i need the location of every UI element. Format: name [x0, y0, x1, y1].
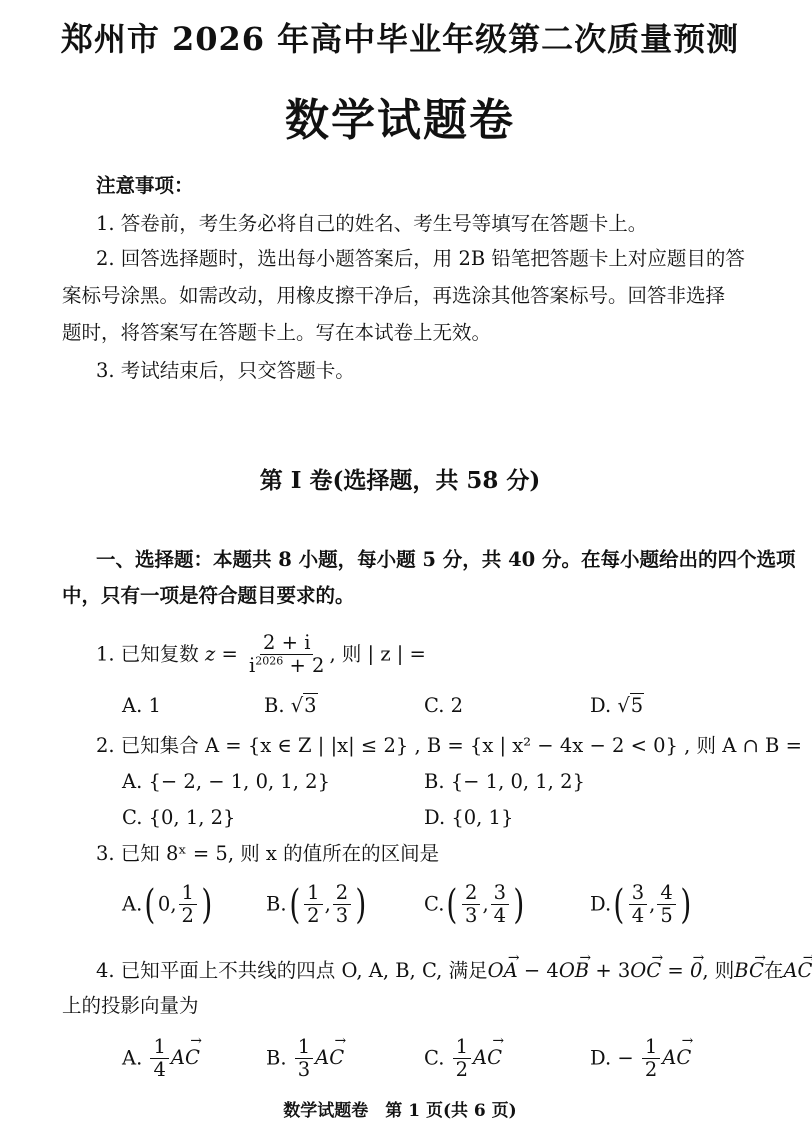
exam-title: 郑州市 2026 年高中毕业年级第二次质量预测 [60, 20, 740, 58]
left-paren: ( [613, 881, 625, 928]
q1-option-b-label: B. [264, 694, 291, 717]
vector-ac: AC → [783, 955, 812, 987]
q2-option-d: D. {0, 1} [424, 806, 514, 829]
note-line: 案标号涂黑。如需改动，用橡皮擦干净后，再选涂其他答案标号。回答非选择 [62, 284, 726, 307]
fraction-denominator: 4 [153, 1058, 166, 1082]
q1-den-tail: + 2 [283, 654, 325, 678]
q3-option-d-upper [657, 882, 675, 928]
q1-option-a: A. 1 [122, 694, 161, 717]
fraction-numerator: 1 [150, 1036, 168, 1059]
q3-option-c-upper [491, 882, 509, 928]
q4-option-a [122, 1036, 200, 1082]
vector-ac: AC → [171, 1046, 200, 1069]
q3-option-d-lower [629, 882, 647, 928]
q2-option-b: B. {− 1, 0, 1, 2} [424, 770, 585, 793]
q4-prefix: 4. 已知平面上不共线的四点 O, A, B, C, 满足 [96, 959, 488, 982]
section-title: 第 I 卷(选择题，共 58 分) [259, 467, 541, 494]
fraction-denominator: 2 [181, 904, 194, 928]
q1-option-d-radicand: 5 [630, 694, 644, 717]
vector-ob: OB → [559, 955, 589, 987]
q1-den-base: i [249, 654, 256, 678]
fraction-numerator: 1 [453, 1036, 471, 1059]
q3-option-a-lower: 0 [157, 892, 171, 916]
fraction-numerator: 1 [295, 1036, 313, 1059]
q4-option-c-label: C. [424, 1046, 451, 1070]
q1-numerator: 2 + i [260, 632, 313, 655]
fraction-denominator: 4 [493, 904, 507, 928]
q1-option-c: C. 2 [424, 694, 464, 717]
q3-option-b-label: B. [266, 892, 287, 916]
note-line: 3. 考试结束后，只交答题卡。 [96, 359, 355, 382]
q4-option-c [424, 1036, 502, 1082]
q3-option-c-label: C. [424, 892, 445, 916]
q2-option-a: A. {− 2, − 1, 0, 1, 2} [122, 770, 330, 793]
q3-option-a: A.( 0, $\frac{1}{2}$ ) [122, 881, 213, 928]
question-3-stem: 3. 已知 8ˣ = 5, 则 x 的值所在的区间是 [96, 842, 440, 865]
q4-option-b-label: B. [266, 1046, 293, 1070]
q3-option-a-upper [179, 882, 197, 928]
question-2-stem: 2. 已知集合 A = {x ∈ Z | |x| ≤ 2} , B = {x | x² − 4x − 2 < 0} , 则 A ∩ B = [96, 734, 802, 757]
q3-option-d-label: D. [590, 892, 612, 916]
left-paren: ( [288, 881, 300, 928]
sqrt-symbol: √3 [290, 694, 317, 717]
q3-option-c: C.( $\frac{2}{3}$ , $\frac{3}{4}$ ) [424, 881, 525, 928]
sqrt-symbol: √5 [617, 694, 644, 717]
exam-subtitle: 数学试题卷 [285, 95, 515, 146]
fraction-numerator: 2 [333, 882, 351, 905]
fraction-numerator: 3 [491, 882, 509, 905]
notes-heading: 注意事项： [96, 174, 194, 197]
q1-suffix: , 则 | z | = [329, 642, 426, 666]
q1-eq: = [215, 642, 245, 666]
fraction-numerator: 2 [462, 882, 480, 905]
q3-option-b-upper [333, 882, 351, 928]
q1-option-d [590, 694, 644, 717]
fraction-numerator: 4 [657, 882, 675, 905]
q4-then: , 则 [702, 959, 735, 982]
zero-vector: 0 → [690, 955, 702, 987]
q4-option-d-coef [642, 1036, 660, 1082]
q4-coef: + 3 [589, 959, 631, 982]
vector-ac: AC → [662, 1046, 691, 1069]
note-line: 题时，将答案写在答题卡上。写在本试卷上无效。 [62, 321, 492, 344]
q4-option-b [266, 1036, 344, 1082]
right-paren: ) [513, 881, 525, 928]
q1-prefix: 1. 已知复数 [96, 642, 199, 666]
fraction-denominator: 2 [455, 1058, 469, 1082]
note-line: 1. 答卷前，考生务必将自己的姓名、考生号等填写在答题卡上。 [96, 212, 648, 235]
fraction-denominator: 3 [335, 904, 349, 928]
vector-oa: OA → [488, 955, 518, 987]
part-instructions: 一、选择题：本题共 8 小题，每小题 5 分，共 40 分。在每小题给出的四个选项 [96, 548, 796, 571]
q4-option-c-coef [453, 1036, 471, 1082]
fraction-denominator: 5 [660, 904, 673, 928]
q4-option-d-label: D. − [590, 1046, 640, 1070]
question-4-stem [96, 955, 812, 987]
fraction-numerator: 1 [304, 882, 322, 905]
right-paren: ) [355, 881, 367, 928]
q2-option-c: C. {0, 1, 2} [122, 806, 236, 829]
left-paren: ( [446, 881, 458, 928]
q1-option-b-radicand: 3 [304, 694, 317, 717]
q3-option-b-lower [304, 882, 322, 928]
fraction-denominator: 2 [307, 904, 320, 928]
fraction-numerator: 1 [179, 882, 197, 905]
q4-option-a-label: A. [122, 1046, 149, 1070]
page-footer: 数学试题卷 第 1 页(共 6 页) [283, 1101, 517, 1121]
vector-ac: AC → [315, 1046, 344, 1069]
q1-fraction [246, 632, 327, 678]
fraction-denominator: 2 [644, 1058, 658, 1082]
q4-option-d [590, 1036, 691, 1082]
q4-coef: − 4 [517, 959, 559, 982]
vector-ac: AC → [473, 1046, 502, 1069]
question-4-stem-line2: 上的投影向量为 [62, 994, 199, 1017]
q3-option-d: D.( $\frac{3}{4}$ , $\frac{4}{5}$ ) [590, 881, 692, 928]
q3-option-b: B.( $\frac{1}{2}$ , $\frac{2}{3}$ ) [266, 881, 367, 928]
right-paren: ) [201, 881, 213, 928]
fraction-numerator: 3 [629, 882, 647, 905]
vector-bc: BC → [734, 955, 764, 987]
right-paren: ) [680, 881, 692, 928]
q4-option-b-coef [295, 1036, 313, 1082]
q4-eq: = [661, 959, 690, 982]
left-paren: ( [144, 881, 156, 928]
fraction-denominator: 3 [297, 1058, 311, 1082]
vector-oc: OC → [630, 955, 661, 987]
fraction-numerator: 1 [642, 1036, 660, 1059]
q3-option-a-label: A. [122, 892, 143, 916]
fraction-denominator: 3 [465, 904, 478, 928]
q1-den-exponent: 2026 [255, 654, 284, 668]
note-line: 2. 回答选择题时，选出每小题答案后，用 2B 铅笔把答题卡上对应题目的答 [96, 247, 745, 270]
part-instructions: 中，只有一项是符合题目要求的。 [62, 584, 355, 607]
q1-denominator [246, 655, 327, 677]
q3-option-c-lower [462, 882, 480, 928]
q4-on: 在 [763, 959, 784, 982]
q1-var: z [205, 642, 216, 666]
q4-option-a-coef [150, 1036, 168, 1082]
fraction-denominator: 4 [631, 904, 645, 928]
question-1-stem [96, 632, 426, 678]
q1-option-d-label: D. [590, 694, 618, 717]
q1-option-b [264, 694, 318, 717]
